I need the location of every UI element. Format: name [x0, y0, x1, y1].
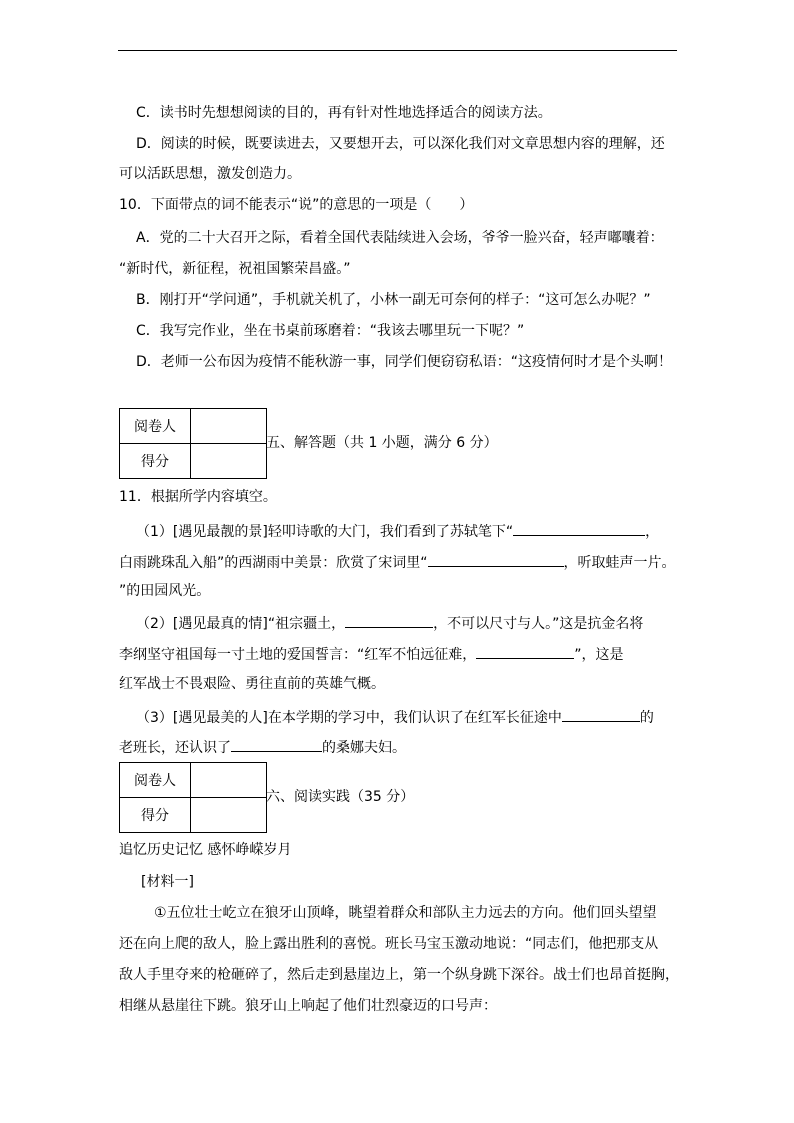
- text: ，: [645, 524, 660, 540]
- q11-part3-line1: [136, 707, 654, 727]
- q11-part2-line2: [119, 644, 624, 664]
- section-6-title: 六、阅读实践（35 分）: [266, 789, 415, 805]
- fill-blank[interactable]: [513, 521, 645, 536]
- text: 老班长，还认识了: [119, 740, 231, 756]
- text: （1）[遇见最靓的景]轻叩诗歌的大门，我们看到了苏轼笔下“: [136, 524, 514, 540]
- q11-part1-line1: [136, 521, 659, 541]
- text: 的: [639, 710, 654, 726]
- passage-line: ①五位壮士屹立在狼牙山顶峰，眺望着群众和部队主力远去的方向。他们回头望望: [154, 905, 657, 921]
- q11-part2-line3: 红军战士不畏艰险、勇往直前的英雄气概。: [119, 676, 385, 692]
- fill-blank[interactable]: [231, 737, 322, 752]
- q9-option-d-cont: 可以活跃思想，激发创造力。: [119, 166, 301, 182]
- fill-blank[interactable]: [428, 552, 564, 567]
- q11-stem: 11．根据所学内容填空。: [119, 489, 277, 505]
- header-rule: [118, 50, 677, 51]
- score-cell[interactable]: [191, 798, 267, 833]
- text: 的桑娜夫妇。: [322, 740, 406, 756]
- text: ，不可以尺寸与人。”这是抗金名将: [433, 616, 644, 632]
- q11-part2-line1: [136, 613, 643, 633]
- reviewer-label: 阅卷人: [120, 409, 191, 444]
- text: 白雨跳珠乱入船”的西湖雨中美景：欣赏了宋词里“: [119, 555, 428, 571]
- q10-stem: 10．下面带点的词不能表示“说”的意思的一项是（ ）: [119, 197, 474, 213]
- passage-line: 相继从悬崖往下跳。狼牙山上响起了他们壮烈豪迈的口号声：: [119, 998, 497, 1014]
- text: （3）[遇见最美的人]在本学期的学习中，我们认识了在红军长征途中: [136, 710, 562, 726]
- material-label: [材料一]: [141, 874, 194, 890]
- reading-subtitle: 追忆历史记忆 感怀峥嵘岁月: [119, 842, 292, 858]
- score-cell[interactable]: [191, 444, 267, 479]
- score-label: 得分: [120, 444, 191, 479]
- fill-blank[interactable]: [562, 707, 640, 722]
- reviewer-cell[interactable]: [191, 409, 267, 444]
- q9-option-c: C．读书时先想想阅读的目的，再有针对性地选择适合的阅读方法。: [136, 105, 552, 121]
- fill-blank[interactable]: [345, 613, 433, 628]
- section-5-title: 五、解答题（共 1 小题，满分 6 分）: [266, 435, 498, 451]
- q10-option-a: A．党的二十大召开之际，看着全国代表陆续进入会场，爷爷一脸兴奋，轻声嘟囔着：: [136, 230, 664, 246]
- q10-option-b: B．刚打开“学问通”，手机就关机了，小林一副无可奈何的样子：“这可怎么办呢？”: [136, 292, 651, 308]
- fill-blank[interactable]: [476, 644, 574, 659]
- text: ”，这是: [574, 647, 624, 663]
- q11-part1-line2: [119, 552, 676, 572]
- q10-option-c: C．我写完作业，坐在书桌前琢磨着：“我该去哪里玩一下呢？”: [136, 323, 525, 339]
- reviewer-label: 阅卷人: [120, 763, 191, 798]
- passage-line: 敌人手里夺来的枪砸碎了，然后走到悬崖边上，第一个纵身跳下深谷。战士们也昂首挺胸，: [119, 967, 679, 983]
- score-table-5: [119, 408, 267, 479]
- q11-part3-line2: [119, 737, 406, 757]
- q11-part1-line3: ”的田园风光。: [119, 583, 211, 599]
- q9-option-d: D．阅读的时候，既要读进去，又要想开去，可以深化我们对文章思想内容的理解，还: [136, 136, 665, 152]
- text: ，听取蛙声一片。: [563, 555, 676, 571]
- score-label: 得分: [120, 798, 191, 833]
- q10-option-a-cont: “新时代，新征程，祝祖国繁荣昌盛。”: [119, 261, 351, 277]
- q10-option-d: D．老师一公布因为疫情不能秋游一事，同学们便窃窃私语：“这疫情何时才是个头啊！: [136, 354, 673, 370]
- score-table-6: [119, 762, 267, 833]
- text: 李纲坚守祖国每一寸土地的爱国誓言：“红军不怕远征难，: [119, 647, 477, 663]
- text: （2）[遇见最真的情]“祖宗疆土，: [136, 616, 346, 632]
- reviewer-cell[interactable]: [191, 763, 267, 798]
- passage-line: 还在向上爬的敌人，脸上露出胜利的喜悦。班长马宝玉激动地说：“同志们，他把那支从: [119, 936, 659, 952]
